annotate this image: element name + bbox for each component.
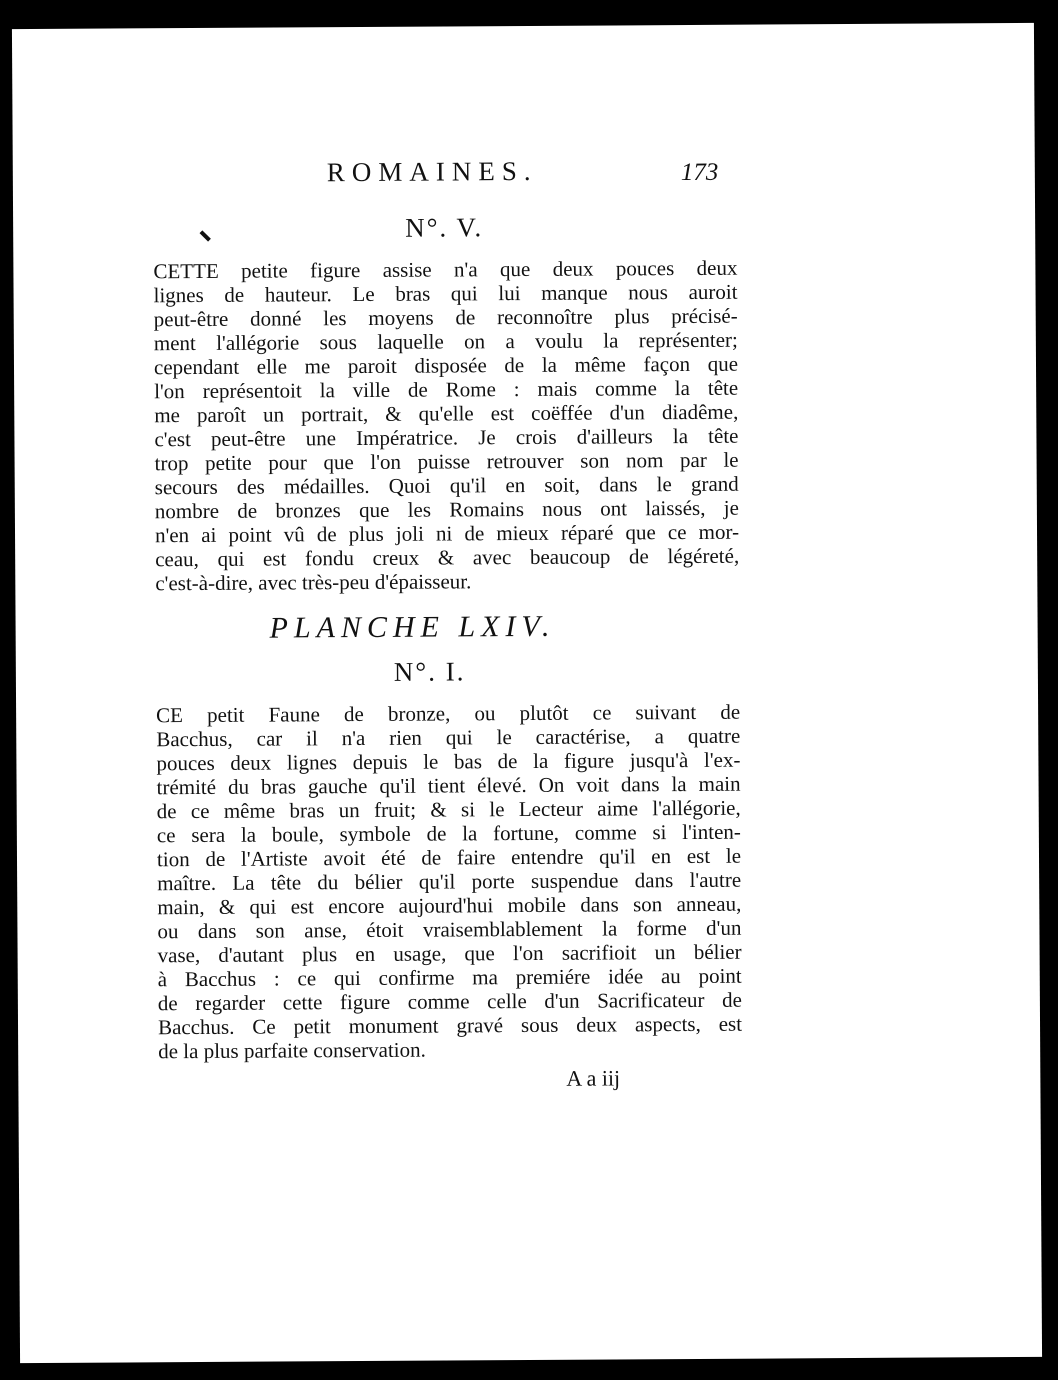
text-line: c'est-à-dire, avec très-peu d'épaisseur. bbox=[155, 569, 472, 596]
plate-title: PLANCHE LXIV. bbox=[269, 609, 556, 645]
page-number: 173 bbox=[680, 158, 719, 187]
text-line: cependant elle me paroit disposée de la même façon que bbox=[153, 351, 739, 380]
text-line: l'on représentoit la ville de Rome : mais comme la tête bbox=[154, 375, 739, 404]
section-number-i: N°. I. bbox=[393, 656, 466, 687]
text-line: c'est peut-être une Impératrice. Je crois d'ailleurs la tête bbox=[154, 423, 739, 452]
paragraph-no-v bbox=[153, 256, 739, 596]
text-line: main, & qui est encore aujourd'hui mobile dans son anneau, bbox=[157, 891, 742, 920]
text-line: ceau, qui est fondu creux & avec beaucoup de légéreté, bbox=[155, 543, 740, 572]
text-line: à Bacchus : ce qui confirme ma premiére idée au point bbox=[157, 963, 742, 992]
text-line: ce sera la boule, symbole de la fortune, comme si l'inten- bbox=[156, 819, 741, 848]
ink-mark bbox=[200, 230, 211, 241]
running-title: ROMAINES. bbox=[326, 155, 538, 188]
text-line: CE petit Faune de bronze, ou plutôt ce suivant de bbox=[156, 699, 741, 728]
text-line: pouces deux lignes depuis le bas de la figure jusqu'à l'ex- bbox=[156, 747, 741, 776]
book-page bbox=[12, 23, 1042, 1363]
text-line: tion de l'Artiste avoit été de faire entendre qu'il en est le bbox=[156, 843, 742, 872]
paragraph-no-i bbox=[156, 700, 742, 1064]
text-line: Bacchus. Ce petit monument gravé sous deux aspects, est bbox=[157, 1011, 743, 1040]
text-line: de regarder cette figure comme celle d'un Sacrificateur de bbox=[157, 987, 742, 1016]
text-line: de la plus parfaite conservation. bbox=[158, 1037, 426, 1064]
text-line: me paroît un portrait, & qu'elle est coëffée d'un diadême, bbox=[154, 399, 739, 428]
text-line: trémité du bras gauche qu'il tient élevé. On voit dans la main bbox=[156, 771, 741, 800]
text-line: nombre de bronzes que les Romains nous ont laissés, je bbox=[154, 495, 739, 524]
text-line: n'en ai point vû de plus joli ni de mieux réparé que ce mor- bbox=[154, 519, 740, 548]
text-line: ment l'allégorie sous laquelle on a voulu la représenter; bbox=[153, 327, 738, 356]
signature-mark: A a iij bbox=[566, 1065, 621, 1091]
text-line: Bacchus, car il n'a rien qui le caractérise, a quatre bbox=[156, 723, 741, 752]
text-line: ou dans son anse, étoit vraisemblablement la forme d'un bbox=[157, 915, 742, 944]
text-line: secours des médailles. Quoi qu'il en soit, dans le grand bbox=[154, 471, 739, 500]
text-line: peut-être donné les moyens de reconnoître plus précisé- bbox=[153, 303, 738, 332]
text-line: vase, d'autant plus en usage, que l'on sacrifioit un bélier bbox=[157, 939, 742, 968]
text-line: CETTE petite figure assise n'a que deux pouces deux bbox=[153, 255, 738, 284]
section-number-v: N°. V. bbox=[405, 212, 484, 243]
text-line: de ce même bras un fruit; & si le Lecteur aime l'allégorie, bbox=[156, 795, 741, 824]
text-line: lignes de hauteur. Le bras qui lui manque nous auroit bbox=[153, 279, 738, 308]
text-line: trop petite pour que l'on puisse retrouver son nom par le bbox=[154, 447, 739, 476]
text-line: maître. La tête du bélier qu'il porte suspendue dans l'autre bbox=[157, 867, 742, 896]
